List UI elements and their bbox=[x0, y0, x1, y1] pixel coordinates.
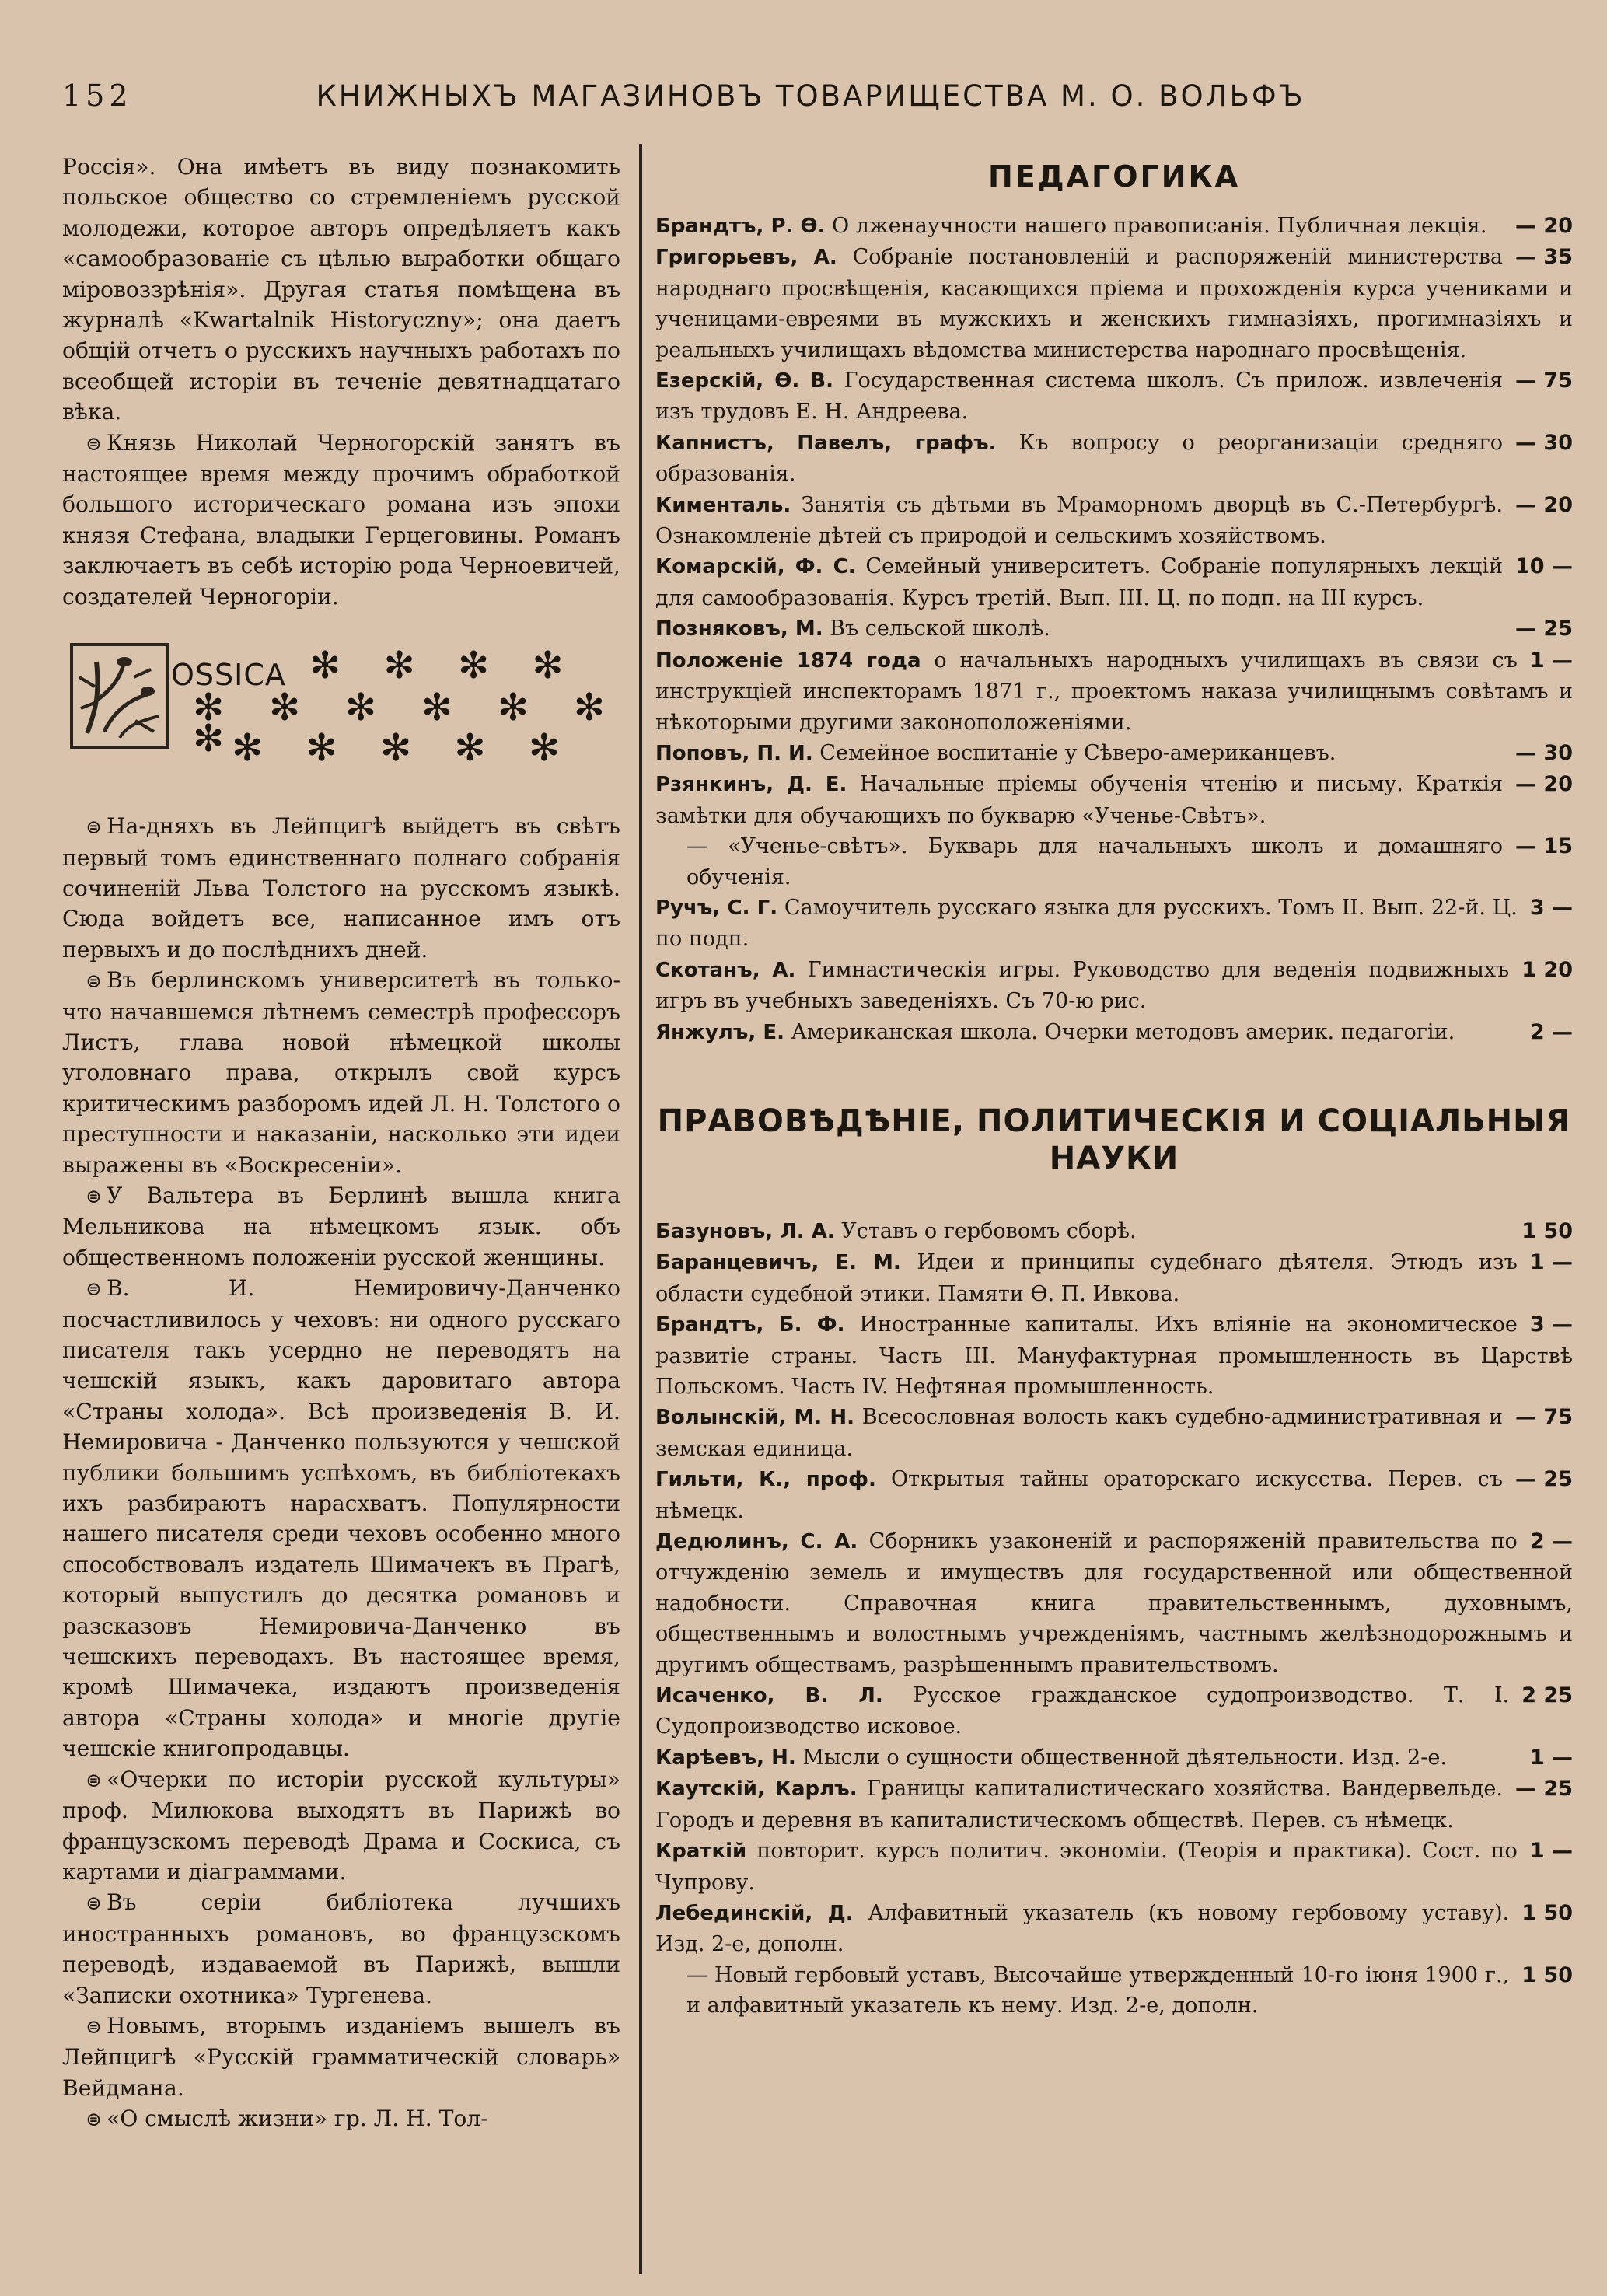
catalog-entry bbox=[655, 365, 1573, 428]
entry-title: Иностранные капиталы. Ихъ вліяніе на экономическое развитіе страны. Часть III. Мануфактурная промышленность въ Царствѣ Польскомъ. Часть IV. Нефтяная промышленность. bbox=[655, 1312, 1573, 1399]
entry-author: Кименталь. bbox=[655, 493, 791, 517]
catalog-list-law bbox=[655, 1216, 1573, 2022]
entry-price: — 35 bbox=[1515, 245, 1573, 270]
note-text: Въ берлинскомъ университетѣ въ только-что начавшемся лѣтнемъ семестрѣ профессоръ Листъ, глава новой нѣмецкой школы уголовнаго права, открылъ свой курсъ критическимъ разборомъ идей Л. Н. Толстого о преступности и наказаніи, насколько эти идеи выражены въ «Воскресеніи». bbox=[62, 967, 620, 1178]
note-marker: ⊜ bbox=[86, 2015, 102, 2038]
entry-price: — 15 bbox=[1515, 834, 1573, 859]
note-paragraph bbox=[62, 428, 620, 612]
entry-title: Семейное воспитаніе у Сѣверо-американцевъ. bbox=[819, 740, 1336, 765]
catalog-entry bbox=[655, 1836, 1573, 1898]
entry-author: Гильти, К., проф. bbox=[655, 1468, 876, 1492]
catalog-entry bbox=[655, 1680, 1573, 1742]
entry-price: 2 — bbox=[1529, 1019, 1573, 1044]
entry-author: Карѣевъ, Н. bbox=[655, 1746, 796, 1770]
note-marker: ⊜ bbox=[86, 1184, 102, 1207]
note-text: У Вальтера въ Берлинѣ вышла книга Мельникова на нѣмецкомъ язык. объ общественномъ положеніи русской женщины. bbox=[62, 1182, 620, 1270]
entry-title: Сборникъ узаконеній и распоряженій правительства по отчужденію земель и имуществъ для государственной или общественной надобности. Справочная книга правительственнымъ, духовнымъ, общественнымъ и волостнымъ учрежденіямъ, частнымъ желѣзнодорожнымъ и другимъ обществамъ, разрѣшеннымъ правительствомъ. bbox=[655, 1529, 1573, 1677]
catalog-entry bbox=[655, 1742, 1573, 1774]
note-marker: ⊜ bbox=[86, 970, 102, 993]
entry-price: 3 — bbox=[1529, 895, 1573, 920]
catalog-entry bbox=[655, 551, 1573, 613]
entry-title: — «Ученье-свѣтъ». Букварь для начальныхъ школъ и домашняго обученія. bbox=[686, 834, 1504, 889]
entry-author: Брандтъ, Р. Ѳ. bbox=[655, 215, 826, 238]
entry-title: Занятія съ дѣтьми въ Мраморномъ дворцѣ въ С.-Петербургѣ. Ознакомленіе дѣтей съ природой и сельскимъ хозяйствомъ. bbox=[655, 492, 1504, 549]
entry-price: — 20 bbox=[1515, 772, 1573, 797]
entry-author: Брандтъ, Б. Ф. bbox=[655, 1313, 845, 1337]
entry-price: 1 — bbox=[1529, 1839, 1573, 1864]
entry-price: 3 — bbox=[1529, 1312, 1573, 1337]
entry-price: 1 — bbox=[1529, 1745, 1573, 1770]
note-marker: ⊜ bbox=[86, 816, 102, 839]
entry-author: Янжулъ, Е. bbox=[655, 1020, 784, 1044]
note-paragraph bbox=[62, 811, 620, 965]
entry-price: 1 50 bbox=[1521, 1218, 1573, 1243]
column-divider bbox=[639, 144, 642, 2274]
page-number: 152 bbox=[62, 79, 133, 113]
entry-title: Русское гражданское судопроизводство. Т. I. Судопроизводство исковое. bbox=[655, 1683, 1510, 1739]
catalog-entry bbox=[655, 1526, 1573, 1680]
entry-author: Комарскій, Ф. С. bbox=[655, 555, 856, 579]
entry-title: Открытыя тайны ораторскаго искусства. Перев. съ нѣмецк. bbox=[655, 1467, 1504, 1523]
catalog-entry bbox=[655, 831, 1573, 893]
catalog-entry bbox=[655, 645, 1573, 738]
catalog-entry bbox=[655, 1898, 1573, 1960]
rossica-emblem-icon bbox=[70, 643, 169, 749]
catalog-entry bbox=[655, 490, 1573, 552]
entry-title: Собраніе постановленій и распоряженій министерства народнаго просвѣщенія, касающихся пріема и прохожденія курса учениками и ученицами-евреями въ мужскихъ и женскихъ гимназіяхъ, прогимназіяхъ и реальныхъ училищахъ вѣдомства министерства народнаго просвѣщенія. bbox=[655, 245, 1573, 362]
entry-title: Всесословная волость какъ судебно-административная и земская единица. bbox=[655, 1405, 1504, 1461]
right-column bbox=[655, 152, 1573, 2282]
entry-price: 1 50 bbox=[1521, 1962, 1573, 1987]
entry-price: 1 50 bbox=[1521, 1900, 1573, 1925]
entry-title: о начальныхъ народныхъ училищахъ въ связи съ инструкціей инспекторамъ 1871 г., проектомъ наказа училищнымъ совѣтамъ и нѣкоторыми другими законоположеніями. bbox=[655, 648, 1573, 735]
catalog-entry bbox=[655, 769, 1573, 831]
entry-price: — 30 bbox=[1515, 430, 1573, 455]
entry-author: Поповъ, П. И. bbox=[655, 741, 813, 765]
note-marker: ⊜ bbox=[86, 1892, 102, 1915]
entry-price: 1 — bbox=[1529, 648, 1573, 673]
entry-price: — 75 bbox=[1515, 1405, 1573, 1430]
entry-title: Государственная система школъ. Съ прилож. извлеченія изъ трудовъ Е. Н. Андреева. bbox=[655, 369, 1503, 425]
entry-title: Американская школа. Очерки методовъ америк. педагогіи. bbox=[791, 1019, 1455, 1044]
catalog-entry bbox=[655, 428, 1573, 490]
catalog-entry bbox=[655, 1309, 1573, 1402]
note-text: Новымъ, вторымъ изданіемъ вышелъ въ Лейпцигѣ «Русскій грамматическій словарь» Вейдмана. bbox=[62, 2012, 620, 2101]
note-text: На-дняхъ въ Лейпцигѣ выйдетъ въ свѣтъ первый томъ единственнаго полнаго собранія сочиненій Льва Толстого на русскомъ языкѣ. Сюда войдетъ все, написанное имъ отъ первыхъ и до послѣднихъ дней. bbox=[62, 813, 620, 963]
note-paragraph bbox=[62, 2103, 620, 2134]
rossica-stars-row-2: ✻ ✻ ✻ ✻ ✻ ✻ ✻ bbox=[193, 686, 620, 760]
entry-author: Исаченко, В. Л. bbox=[655, 1684, 883, 1708]
entry-author: Каутскій, Карлъ. bbox=[655, 1777, 858, 1802]
entry-price: — 25 bbox=[1515, 617, 1573, 641]
entry-author: Скотанъ, А. bbox=[655, 958, 796, 982]
entry-price: 1 — bbox=[1529, 1250, 1573, 1275]
entry-title: Къ вопросу о реорганизаціи средняго образованія. bbox=[655, 430, 1504, 487]
note-marker: ⊜ bbox=[86, 1768, 102, 1791]
section-heading-pedagogy: ПЕДАГОГИКА bbox=[987, 159, 1241, 194]
entry-price: 1 20 bbox=[1521, 957, 1573, 982]
entry-author: Лебединскій, Д. bbox=[655, 1901, 854, 1925]
rossica-stars-row-3: ✻ ✻ ✻ ✻ ✻ bbox=[232, 726, 576, 771]
catalog-entry bbox=[655, 1216, 1573, 1247]
entry-price: — 75 bbox=[1515, 369, 1573, 393]
note-paragraph bbox=[62, 1180, 620, 1273]
catalog-entry bbox=[655, 893, 1573, 955]
entry-title: О лженаучности нашего правописанія. Публичная лекція. bbox=[832, 214, 1487, 238]
rossica-section-heading bbox=[62, 643, 620, 775]
entry-author: Базуновъ, Л. А. bbox=[655, 1219, 835, 1243]
entry-author: Капнистъ, Павелъ, графъ. bbox=[655, 431, 997, 455]
entry-title: Границы капиталистическаго хозяйства. Вандервельде. Городъ и деревня въ капиталистическомъ обществѣ. Перев. съ нѣмецк. bbox=[655, 1777, 1503, 1833]
entry-price: 2 25 bbox=[1521, 1683, 1573, 1708]
intro-paragraph: Россія». Она имѣетъ въ виду познакомить польское общество со стремленіемъ русской молодежи, которое авторъ опредѣляетъ какъ «самообразованіе съ цѣлью выработки общаго міровоззрѣнія». Другая статья помѣщена въ журналѣ «Kwartalnik Historyczny»; она даетъ общій отчетъ о русскихъ научныхъ работахъ по всеобщей исторіи въ теченіе девятнадцатаго вѣка. bbox=[62, 154, 620, 425]
note-paragraph bbox=[62, 1764, 620, 1888]
catalog-entry bbox=[655, 1017, 1573, 1048]
catalog-entry bbox=[655, 1402, 1573, 1464]
entry-author: Волынскій, М. Н. bbox=[655, 1406, 854, 1430]
note-marker: ⊜ bbox=[86, 432, 102, 455]
entry-author: Положеніе 1874 года bbox=[655, 648, 921, 673]
catalog-entry bbox=[655, 738, 1573, 769]
catalog-entry bbox=[655, 242, 1573, 365]
entry-price: — 30 bbox=[1515, 740, 1573, 765]
entry-author: Ручъ, С. Г. bbox=[655, 896, 778, 920]
rossica-stars-row-1: ✻ ✻ ✻ ✻ bbox=[309, 644, 579, 688]
entry-title: — Новый гербовый уставъ, Высочайше утвержденный 10-го іюня 1900 г., и алфавитный указатель къ нему. Изд. 2-е, дополн. bbox=[686, 1962, 1510, 2018]
entry-price: — 20 bbox=[1515, 492, 1573, 517]
entry-price: — 25 bbox=[1515, 1467, 1573, 1492]
entry-author: Баранцевичъ, Е. М. bbox=[655, 1251, 901, 1275]
entry-author: Дедюлинъ, С. А. bbox=[655, 1530, 858, 1554]
entry-price: 10 — bbox=[1515, 554, 1573, 579]
entry-price: 2 — bbox=[1529, 1529, 1573, 1554]
page-header bbox=[62, 68, 1559, 123]
entry-title: Гимнастическія игры. Руководство для веденія подвижныхъ игръ въ учебныхъ заведеніяхъ. Съ 70-ю рис. bbox=[655, 957, 1510, 1014]
catalog-entry bbox=[655, 1464, 1573, 1526]
entry-title: Уставъ о гербовомъ сборѣ. bbox=[841, 1218, 1137, 1243]
catalog-entry bbox=[655, 955, 1573, 1017]
entry-title: повторит. курсъ политич. экономіи. (Теорія и практика). Сост. по Чупрову. bbox=[655, 1839, 1518, 1895]
entry-author: Григорьевъ, А. bbox=[655, 246, 837, 270]
entry-title: Въ сельской школѣ. bbox=[830, 617, 1050, 641]
rossica-label: OSSICA bbox=[171, 658, 286, 693]
entry-price: — 25 bbox=[1515, 1777, 1573, 1802]
left-column bbox=[62, 152, 620, 2282]
entry-author: Позняковъ, М. bbox=[655, 617, 823, 641]
catalog-entry bbox=[655, 613, 1573, 645]
entry-title: Самоучитель русскаго языка для русскихъ. Томъ II. Вып. 22-й. Ц. по подп. bbox=[655, 895, 1518, 952]
entry-price: — 20 bbox=[1515, 214, 1573, 238]
catalog-entry bbox=[655, 1774, 1573, 1836]
note-text: Въ серіи библіотека лучшихъ иностранныхъ романовъ, во французскомъ переводѣ, издаваемой въ Парижѣ, вышли «Записки охотника» Тургенева. bbox=[62, 1889, 620, 2008]
entry-title: Начальные пріемы обученія чтенію и письму. Краткія замѣтки для обучающихъ по букварю «Ученье-Свѣтъ». bbox=[655, 772, 1503, 828]
note-text: Князь Николай Черногорскій занятъ въ настоящее время между прочимъ обработкой большого историческаго романа изъ эпохи князя Стефана, владыки Герцеговины. Романъ заключаетъ въ себѣ исторію рода Черноевичей, создателей Черногоріи. bbox=[62, 429, 620, 610]
entry-author: Краткій bbox=[655, 1840, 747, 1864]
note-text: «О смыслѣ жизни» гр. Л. Н. Тол- bbox=[106, 2106, 488, 2132]
entry-author: Рзянкинъ, Д. Е. bbox=[655, 773, 847, 797]
note-paragraph bbox=[62, 1887, 620, 2011]
note-paragraph bbox=[62, 2011, 620, 2103]
entry-title: Алфавитный указатель (къ новому гербовому уставу). Изд. 2-е, дополн. bbox=[655, 1900, 1510, 1957]
catalog-list-pedagogy bbox=[655, 211, 1573, 1048]
note-text: «Очерки по исторіи русской культуры» проф. Милюкова выходятъ въ Парижѣ во французскомъ переводѣ Драма и Соскиса, съ картами и діаграммами. bbox=[62, 1766, 620, 1885]
catalog-entry bbox=[655, 1960, 1573, 2022]
running-title: КНИЖНЫХЪ МАГАЗИНОВЪ ТОВАРИЩЕСТВА М. О. ВОЛЬФЪ bbox=[316, 79, 1305, 113]
catalog-entry bbox=[655, 1247, 1573, 1309]
entry-author: Езерскій, Ѳ. В. bbox=[655, 369, 833, 393]
section-heading-law: ПРАВОВѢДѢНІЕ, ПОЛИТИЧЕСКІЯ И СОЦІАЛЬНЫЯ НАУКИ bbox=[657, 1103, 1571, 1176]
entry-title: Идеи и принципы судебнаго дѣятеля. Этюдъ изъ области судебной этики. Памяти Ѳ. П. Ивкова. bbox=[655, 1250, 1518, 1306]
catalog-entry bbox=[655, 211, 1573, 242]
note-paragraph bbox=[62, 965, 620, 1180]
note-paragraph bbox=[62, 1273, 620, 1764]
note-marker: ⊜ bbox=[86, 1277, 102, 1301]
entry-title: Семейный университетъ. Собраніе популярныхъ лекцій для самообразованія. Курсъ третій. Вып. III. Ц. по подп. на III курсъ. bbox=[655, 554, 1504, 610]
entry-title: Мысли о сущности общественной дѣятельности. Изд. 2-е. bbox=[802, 1745, 1447, 1770]
note-text: В. И. Немировичу-Данченко посчастливилось у чеховъ: ни одного русскаго писателя такъ усердно не переводятъ на чешскій языкъ, какъ даровитаго автора «Страны холода». Всѣ произведенія В. И. Немировича - Данченко пользуются у чешской публики большимъ успѣхомъ, въ библіотекахъ ихъ разбираютъ нарасхватъ. Популярности нашего писателя среди чеховъ особенно много способствовалъ издатель Шимачекъ въ Прагѣ, который выпустилъ до десятка романовъ и разсказовъ Немировича-Данченко въ чешскихъ переводахъ. Въ настоящее время, кромѣ Шимачека, издаютъ произведенія автора «Страны холода» и многіе другіе чешскіе книгопродавцы. bbox=[62, 1275, 620, 1762]
note-marker: ⊜ bbox=[86, 2108, 102, 2131]
